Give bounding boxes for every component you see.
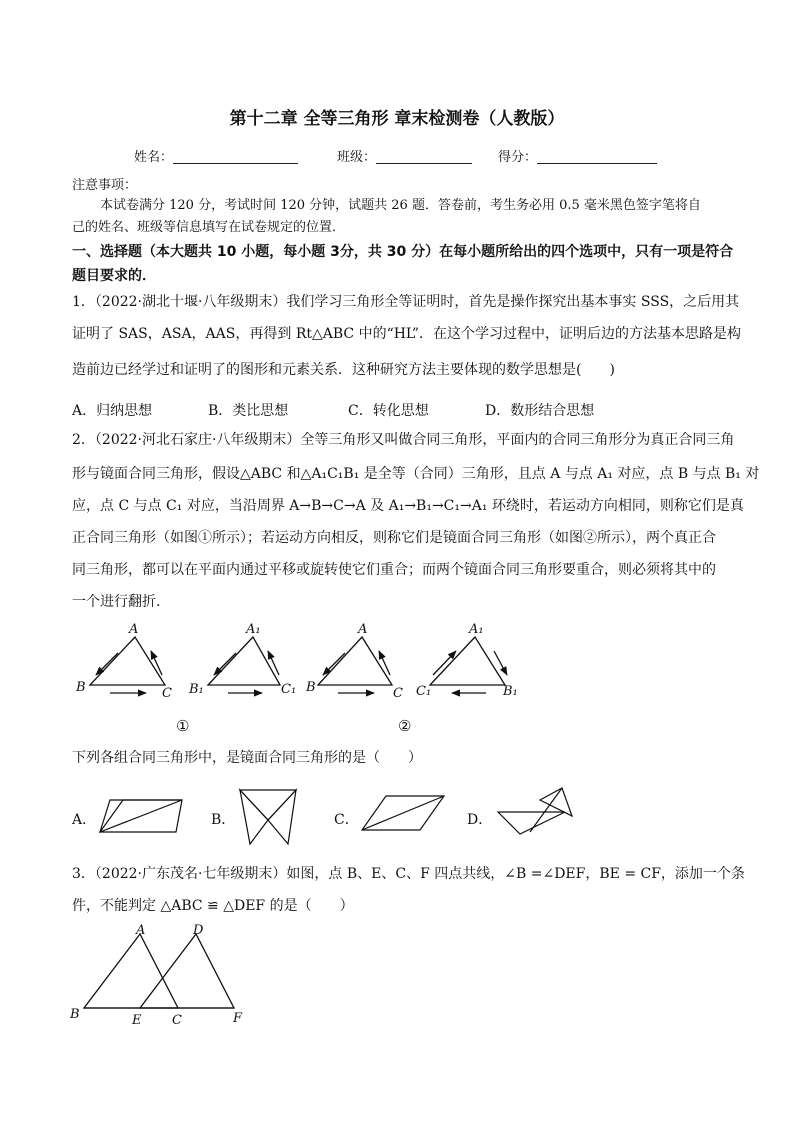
score-field bbox=[498, 146, 657, 165]
fig1-label-a: A bbox=[129, 622, 139, 637]
fig1-triangle-abc bbox=[90, 637, 165, 685]
q1-option-b[interactable]: B．类比思想 bbox=[208, 403, 289, 419]
q2-line-4: 正合同三角形（如图①所示）；若运动方向相反，则称它们是镜面合同三角形（如图②所示），两个真正合 bbox=[72, 530, 716, 546]
q3-label-c: C bbox=[172, 1013, 182, 1028]
notice-heading: 注意事项： bbox=[72, 178, 138, 193]
name-blank bbox=[173, 149, 298, 164]
fig1-label-c: C bbox=[162, 686, 172, 701]
q1-line-3: 造前边已经学过和证明了的图形和元素关系．这种研究方法主要体现的数学思想是( ) bbox=[72, 362, 615, 378]
q3-line-1: 3．（2022·广东茂名·七年级期末）如图，点 B、E、C、F 四点共线，∠B =∠DEF，BE = CF，添加一个条 bbox=[72, 866, 745, 882]
fig2-label-b: B bbox=[306, 680, 316, 695]
fig2-label-c1: C₁ bbox=[416, 684, 432, 699]
q2-line-3: 应，点 C 与点 C₁ 对应，当沿周界 A→B→C→A 及 A₁→B₁→C₁→A₁ 环绕时，若运动方向相同，则称它们是真 bbox=[72, 498, 744, 514]
fig-number-1: ① bbox=[176, 717, 190, 735]
page-title: 第十二章 全等三角形 章末检测卷（人教版） bbox=[229, 109, 565, 129]
fig2-label-b1: B₁ bbox=[503, 684, 518, 699]
q3-line-2: 件，不能判定 △ABC ≌ △DEF 的是（ ） bbox=[72, 898, 354, 914]
q2-option-b[interactable]: B． bbox=[211, 812, 236, 828]
fig1-label-b1: B₁ bbox=[189, 682, 204, 697]
q3-label-e: E bbox=[132, 1013, 142, 1028]
name-label: 姓名： bbox=[134, 150, 174, 165]
section-1-heading: 一、选择题（本大题共 10 小题，每小题 3分，共 30 分）在每小题所给出的四个选项中，只有一项是符合 bbox=[72, 244, 734, 260]
score-label: 得分： bbox=[498, 150, 538, 165]
q2-line-2: 形与镜面合同三角形，假设△ABC 和△A₁C₁B₁ 是全等（合同）三角形，且点 A 与点 A₁ 对应，点 B 与点 B₁ 对 bbox=[72, 466, 760, 482]
fig2-label-a: A bbox=[358, 622, 368, 637]
option-a-figure bbox=[100, 800, 182, 832]
triangle-abc bbox=[84, 934, 178, 1008]
fig2-triangle-abc bbox=[318, 637, 392, 685]
q1-option-d[interactable]: D．数形结合思想 bbox=[485, 403, 595, 419]
section-1-heading-cont: 题目要求的． bbox=[72, 268, 156, 284]
option-b-figure bbox=[240, 790, 296, 844]
fig1-label-c1: C₁ bbox=[281, 682, 297, 697]
q2-line-6: 一个进行翻折． bbox=[72, 594, 170, 610]
name-field bbox=[134, 146, 298, 165]
fig2-triangle-a1c1b1 bbox=[430, 637, 505, 685]
notice-line-2: 己的姓名、班级等信息填写在试卷规定的位置． bbox=[72, 220, 346, 235]
fig-number-2: ② bbox=[398, 717, 412, 735]
q1-line-2: 证明了 SAS，ASA，AAS，再得到 Rt△ABC 中的“HL”．在这个学习过程中，证明后边的方法基本思路是构 bbox=[72, 326, 742, 342]
class-field bbox=[337, 146, 472, 165]
fig1-label-b: B bbox=[76, 680, 86, 695]
fig2-label-a1: A₁ bbox=[469, 622, 484, 637]
q3-label-f: F bbox=[233, 1011, 243, 1026]
q1-option-c[interactable]: C．转化思想 bbox=[348, 403, 429, 419]
q2-option-d[interactable]: D． bbox=[467, 812, 493, 828]
q2-option-a[interactable]: A． bbox=[72, 812, 97, 828]
class-label: 班级： bbox=[337, 150, 377, 165]
q3-label-d: D bbox=[193, 923, 204, 938]
q3-label-a: A bbox=[136, 923, 146, 938]
option-c-figure bbox=[362, 796, 444, 830]
q2-line-1: 2．（2022·河北石家庄·八年级期末）全等三角形又叫做合同三角形，平面内的合同三角形分为真正合同三角 bbox=[72, 432, 735, 448]
triangle-def bbox=[140, 934, 234, 1008]
q2-option-figures bbox=[0, 780, 794, 850]
q1-option-a[interactable]: A．归纳思想 bbox=[72, 403, 153, 419]
q2-line-5: 同三角形，都可以在平面内通过平移或旋转使它们重合；而两个镜面合同三角形要重合，则必须将其中的 bbox=[72, 562, 716, 578]
q2-option-c[interactable]: C． bbox=[334, 812, 359, 828]
option-d-figure bbox=[498, 788, 572, 834]
notice-line-1: 本试卷满分 120 分，考试时间 120 分钟，试题共 26 题．答卷前，考生务必用 0.5 毫米黑色签字笔将自 bbox=[100, 198, 701, 213]
fig1-triangle-a1b1c1 bbox=[208, 637, 280, 685]
q3-label-b: B bbox=[70, 1007, 80, 1022]
fig2-label-c: C bbox=[393, 686, 403, 701]
q3-figure bbox=[0, 920, 794, 1030]
q2-triangle-figures bbox=[0, 615, 794, 740]
q2-question: 下列各组合同三角形中，是镜面合同三角形的是（ ） bbox=[72, 750, 422, 766]
score-blank bbox=[537, 149, 657, 164]
fig1-label-a1: A₁ bbox=[246, 622, 261, 637]
class-blank bbox=[376, 149, 472, 164]
q1-line-1: 1．（2022·湖北十堰·八年级期末）我们学习三角形全等证明时，首先是操作探究出基本事实 SSS，之后用其 bbox=[72, 294, 740, 310]
